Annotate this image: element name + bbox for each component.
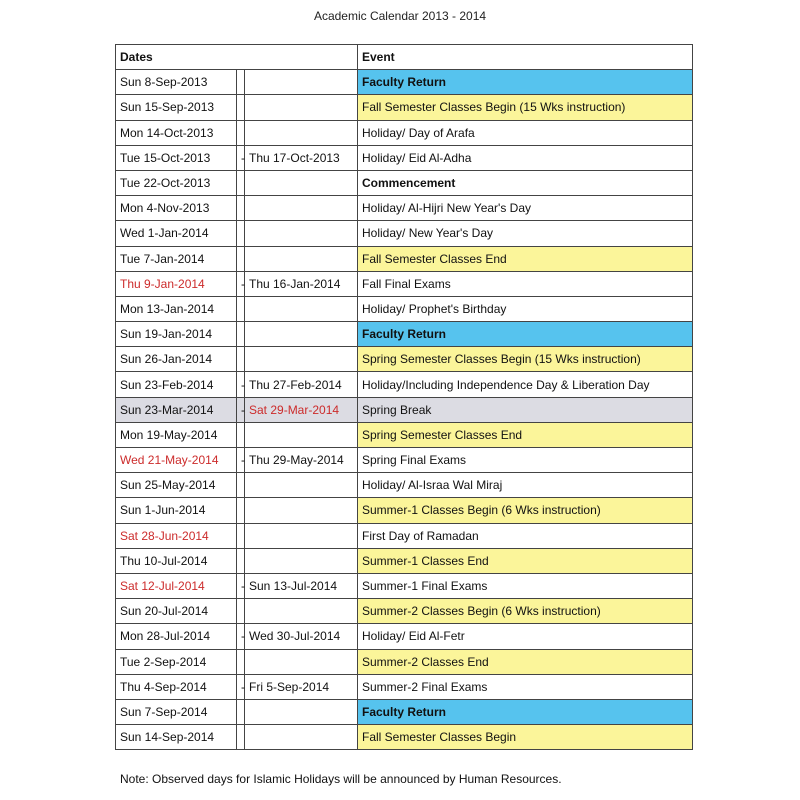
table-row: [116, 448, 693, 473]
event-cell: Holiday/ Al-Israa Wal Miraj: [358, 473, 693, 498]
range-dash-cell: [237, 296, 245, 321]
range-dash-cell: [237, 95, 245, 120]
range-dash-cell: [237, 649, 245, 674]
range-dash-cell: -: [237, 145, 245, 170]
end-date-cell: [245, 649, 358, 674]
end-date-cell: [245, 473, 358, 498]
table-row: [116, 599, 693, 624]
end-date-cell: [245, 120, 358, 145]
end-date-cell: [245, 347, 358, 372]
event-cell: Commencement: [358, 170, 693, 195]
start-date-cell: Sat 12-Jul-2014: [116, 573, 237, 598]
event-cell: Faculty Return: [358, 70, 693, 95]
end-date-cell: Sat 29-Mar-2014: [245, 397, 358, 422]
table-row: [116, 221, 693, 246]
event-cell: Spring Break: [358, 397, 693, 422]
start-date-cell: Mon 19-May-2014: [116, 422, 237, 447]
start-date-cell: Tue 7-Jan-2014: [116, 246, 237, 271]
end-date-cell: Thu 27-Feb-2014: [245, 372, 358, 397]
range-dash-cell: [237, 699, 245, 724]
range-dash-cell: [237, 523, 245, 548]
start-date-cell: Mon 13-Jan-2014: [116, 296, 237, 321]
table-row: [116, 372, 693, 397]
range-dash-cell: -: [237, 372, 245, 397]
table-row: [116, 145, 693, 170]
start-date-cell: Wed 1-Jan-2014: [116, 221, 237, 246]
event-cell: Holiday/ Day of Arafa: [358, 120, 693, 145]
end-date-cell: [245, 322, 358, 347]
calendar-table: [115, 44, 693, 750]
start-date-cell: Thu 9-Jan-2014: [116, 271, 237, 296]
end-date-cell: [245, 196, 358, 221]
start-date-cell: Sun 14-Sep-2014: [116, 725, 237, 750]
range-dash-cell: [237, 548, 245, 573]
event-cell: Holiday/ Eid Al-Adha: [358, 145, 693, 170]
table-row: [116, 573, 693, 598]
table-row: [116, 271, 693, 296]
start-date-cell: Sun 1-Jun-2014: [116, 498, 237, 523]
table-row: [116, 120, 693, 145]
dates-header: Dates: [116, 45, 358, 70]
start-date-cell: Thu 10-Jul-2014: [116, 548, 237, 573]
event-cell: Holiday/ Al-Hijri New Year's Day: [358, 196, 693, 221]
range-dash-cell: [237, 599, 245, 624]
start-date-cell: Mon 14-Oct-2013: [116, 120, 237, 145]
start-date-cell: Thu 4-Sep-2014: [116, 674, 237, 699]
end-date-cell: [245, 725, 358, 750]
table-row: [116, 70, 693, 95]
range-dash-cell: [237, 196, 245, 221]
event-cell: Fall Semester Classes Begin: [358, 725, 693, 750]
event-cell: Spring Final Exams: [358, 448, 693, 473]
start-date-cell: Sun 20-Jul-2014: [116, 599, 237, 624]
event-cell: Spring Semester Classes Begin (15 Wks instruction): [358, 347, 693, 372]
end-date-cell: Wed 30-Jul-2014: [245, 624, 358, 649]
table-row: [116, 649, 693, 674]
start-date-cell: Sun 23-Feb-2014: [116, 372, 237, 397]
table-row: [116, 246, 693, 271]
table-row: [116, 473, 693, 498]
end-date-cell: [245, 95, 358, 120]
range-dash-cell: [237, 322, 245, 347]
end-date-cell: [245, 599, 358, 624]
event-cell: Faculty Return: [358, 699, 693, 724]
end-date-cell: Sun 13-Jul-2014: [245, 573, 358, 598]
end-date-cell: Thu 29-May-2014: [245, 448, 358, 473]
range-dash-cell: [237, 246, 245, 271]
start-date-cell: Mon 28-Jul-2014: [116, 624, 237, 649]
event-cell: Summer-1 Classes End: [358, 548, 693, 573]
event-cell: Summer-2 Classes Begin (6 Wks instruction): [358, 599, 693, 624]
range-dash-cell: [237, 422, 245, 447]
table-row: [116, 498, 693, 523]
range-dash-cell: [237, 170, 245, 195]
range-dash-cell: [237, 347, 245, 372]
end-date-cell: [245, 699, 358, 724]
start-date-cell: Sat 28-Jun-2014: [116, 523, 237, 548]
range-dash-cell: [237, 221, 245, 246]
range-dash-cell: [237, 473, 245, 498]
event-cell: Holiday/ Eid Al-Fetr: [358, 624, 693, 649]
event-header: Event: [358, 45, 693, 70]
start-date-cell: Mon 4-Nov-2013: [116, 196, 237, 221]
range-dash-cell: [237, 120, 245, 145]
start-date-cell: Tue 22-Oct-2013: [116, 170, 237, 195]
event-cell: Fall Semester Classes End: [358, 246, 693, 271]
event-cell: Spring Semester Classes End: [358, 422, 693, 447]
table-header-row: [116, 45, 693, 70]
start-date-cell: Sun 23-Mar-2014: [116, 397, 237, 422]
table-row: [116, 422, 693, 447]
start-date-cell: Sun 26-Jan-2014: [116, 347, 237, 372]
end-date-cell: [245, 170, 358, 195]
start-date-cell: Sun 25-May-2014: [116, 473, 237, 498]
event-cell: Fall Final Exams: [358, 271, 693, 296]
range-dash-cell: -: [237, 624, 245, 649]
start-date-cell: Tue 15-Oct-2013: [116, 145, 237, 170]
end-date-cell: Fri 5-Sep-2014: [245, 674, 358, 699]
table-row: [116, 548, 693, 573]
table-row: [116, 170, 693, 195]
event-cell: Holiday/Including Independence Day & Liberation Day: [358, 372, 693, 397]
range-dash-cell: [237, 725, 245, 750]
table-row: [116, 347, 693, 372]
end-date-cell: [245, 548, 358, 573]
start-date-cell: Sun 8-Sep-2013: [116, 70, 237, 95]
range-dash-cell: -: [237, 573, 245, 598]
event-cell: Summer-2 Final Exams: [358, 674, 693, 699]
table-row: [116, 699, 693, 724]
start-date-cell: Sun 19-Jan-2014: [116, 322, 237, 347]
document-title: Academic Calendar 2013 - 2014: [313, 9, 487, 23]
table-row: [116, 523, 693, 548]
table-row: [116, 397, 693, 422]
calendar-body: [116, 70, 693, 750]
end-date-cell: [245, 498, 358, 523]
event-cell: Fall Semester Classes Begin (15 Wks instruction): [358, 95, 693, 120]
end-date-cell: [245, 70, 358, 95]
start-date-cell: Wed 21-May-2014: [116, 448, 237, 473]
event-cell: Holiday/ Prophet's Birthday: [358, 296, 693, 321]
start-date-cell: Sun 15-Sep-2013: [116, 95, 237, 120]
end-date-cell: Thu 17-Oct-2013: [245, 145, 358, 170]
event-cell: First Day of Ramadan: [358, 523, 693, 548]
end-date-cell: [245, 221, 358, 246]
range-dash-cell: -: [237, 674, 245, 699]
table-row: [116, 196, 693, 221]
event-cell: Summer-2 Classes End: [358, 649, 693, 674]
end-date-cell: [245, 246, 358, 271]
range-dash-cell: -: [237, 448, 245, 473]
range-dash-cell: -: [237, 397, 245, 422]
end-date-cell: Thu 16-Jan-2014: [245, 271, 358, 296]
event-cell: Summer-1 Final Exams: [358, 573, 693, 598]
event-cell: Faculty Return: [358, 322, 693, 347]
footnote: Note: Observed days for Islamic Holidays will be announced by Human Resources.: [120, 772, 562, 786]
end-date-cell: [245, 422, 358, 447]
table-row: [116, 296, 693, 321]
table-row: [116, 725, 693, 750]
end-date-cell: [245, 523, 358, 548]
range-dash-cell: -: [237, 271, 245, 296]
range-dash-cell: [237, 498, 245, 523]
event-cell: Holiday/ New Year's Day: [358, 221, 693, 246]
event-cell: Summer-1 Classes Begin (6 Wks instruction): [358, 498, 693, 523]
table-row: [116, 322, 693, 347]
table-row: [116, 95, 693, 120]
range-dash-cell: [237, 70, 245, 95]
start-date-cell: Sun 7-Sep-2014: [116, 699, 237, 724]
table-row: [116, 624, 693, 649]
table-row: [116, 674, 693, 699]
start-date-cell: Tue 2-Sep-2014: [116, 649, 237, 674]
end-date-cell: [245, 296, 358, 321]
